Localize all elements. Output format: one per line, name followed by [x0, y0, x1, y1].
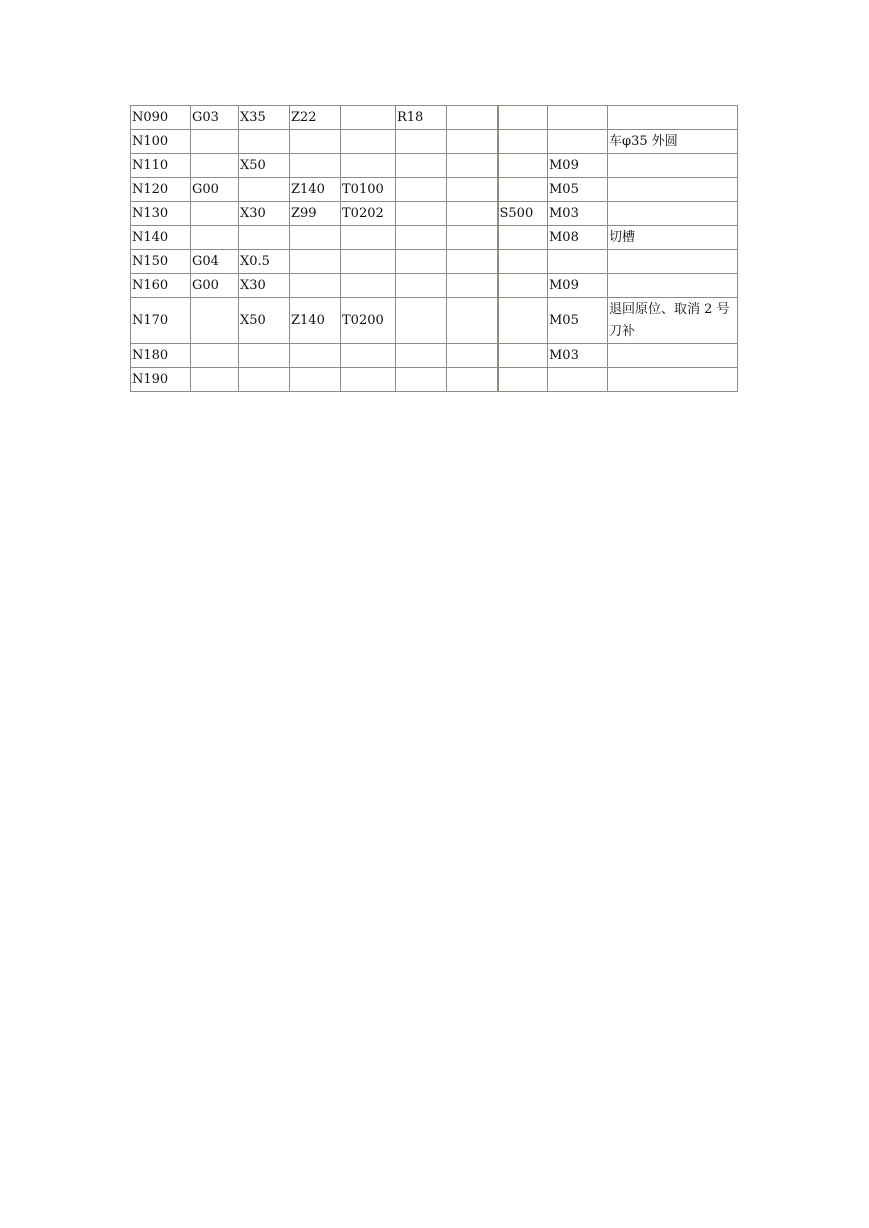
- cell-g-code: [191, 368, 239, 392]
- table-row: [131, 344, 738, 368]
- cell-t-code: T0200: [341, 298, 396, 344]
- cell-r-value: [396, 154, 447, 178]
- cell-r-value: [396, 226, 447, 250]
- cell-x-coord: X50: [239, 298, 290, 344]
- cell-z-coord: [290, 274, 341, 298]
- cell-blank: [447, 368, 498, 392]
- cell-r-value: [396, 130, 447, 154]
- cell-s-speed: [498, 250, 548, 274]
- cell-z-coord: Z140: [290, 298, 341, 344]
- cell-blank: [447, 298, 498, 344]
- cell-t-code: [341, 130, 396, 154]
- cell-m-code: M08: [548, 226, 608, 250]
- cell-r-value: [396, 298, 447, 344]
- table-body: [131, 106, 738, 392]
- cell-m-code: M09: [548, 274, 608, 298]
- cell-g-code: [191, 202, 239, 226]
- cell-r-value: [396, 368, 447, 392]
- cell-m-code: M03: [548, 344, 608, 368]
- cell-s-speed: S500: [498, 202, 548, 226]
- cell-g-code: G00: [191, 178, 239, 202]
- cell-m-code: M09: [548, 154, 608, 178]
- cell-x-coord: [239, 344, 290, 368]
- cell-block-number: N110: [131, 154, 191, 178]
- cell-z-coord: Z99: [290, 202, 341, 226]
- cell-r-value: [396, 274, 447, 298]
- table-row: [131, 368, 738, 392]
- cell-m-code: M05: [548, 178, 608, 202]
- cell-t-code: [341, 368, 396, 392]
- cell-r-value: [396, 344, 447, 368]
- cell-m-code: [548, 106, 608, 130]
- cell-block-number: N190: [131, 368, 191, 392]
- cell-r-value: [396, 178, 447, 202]
- cell-note: [608, 202, 738, 226]
- cell-note: [608, 250, 738, 274]
- cell-s-speed: [498, 368, 548, 392]
- cell-g-code: [191, 154, 239, 178]
- cell-x-coord: [239, 130, 290, 154]
- cell-t-code: [341, 226, 396, 250]
- cell-s-speed: [498, 106, 548, 130]
- cell-block-number: N120: [131, 178, 191, 202]
- cell-x-coord: X0.5: [239, 250, 290, 274]
- cell-note: 切槽: [608, 226, 738, 250]
- cell-s-speed: [498, 178, 548, 202]
- cell-z-coord: [290, 250, 341, 274]
- cell-x-coord: X30: [239, 274, 290, 298]
- cell-t-code: [341, 274, 396, 298]
- table-row: [131, 178, 738, 202]
- cell-g-code: [191, 344, 239, 368]
- cell-g-code: G04: [191, 250, 239, 274]
- cell-z-coord: [290, 226, 341, 250]
- table-row: [131, 202, 738, 226]
- cell-note: [608, 178, 738, 202]
- cell-t-code: [341, 344, 396, 368]
- cell-t-code: [341, 154, 396, 178]
- cell-g-code: G03: [191, 106, 239, 130]
- cell-blank: [447, 344, 498, 368]
- cell-m-code: [548, 250, 608, 274]
- table-row: [131, 274, 738, 298]
- cell-z-coord: Z140: [290, 178, 341, 202]
- cell-block-number: N150: [131, 250, 191, 274]
- cell-m-code: M05: [548, 298, 608, 344]
- cell-z-coord: [290, 344, 341, 368]
- cell-block-number: N140: [131, 226, 191, 250]
- cell-blank: [447, 250, 498, 274]
- cell-block-number: N130: [131, 202, 191, 226]
- cell-x-coord: X50: [239, 154, 290, 178]
- cell-x-coord: X35: [239, 106, 290, 130]
- table-row: [131, 106, 738, 130]
- cell-s-speed: [498, 274, 548, 298]
- cell-blank: [447, 106, 498, 130]
- cell-s-speed: [498, 154, 548, 178]
- cell-note: [608, 274, 738, 298]
- cell-note: [608, 368, 738, 392]
- cell-m-code: [548, 130, 608, 154]
- table-row: [131, 250, 738, 274]
- cell-blank: [447, 226, 498, 250]
- cell-t-code: T0202: [341, 202, 396, 226]
- cell-g-code: [191, 298, 239, 344]
- cell-blank: [447, 202, 498, 226]
- table-row: [131, 130, 738, 154]
- cell-m-code: M03: [548, 202, 608, 226]
- cell-x-coord: [239, 178, 290, 202]
- cell-block-number: N160: [131, 274, 191, 298]
- cell-g-code: [191, 226, 239, 250]
- cell-t-code: [341, 250, 396, 274]
- cell-x-coord: X30: [239, 202, 290, 226]
- cell-g-code: [191, 130, 239, 154]
- table-row: [131, 154, 738, 178]
- cell-x-coord: [239, 226, 290, 250]
- cell-r-value: [396, 202, 447, 226]
- cell-note: 退回原位、取消 2 号刀补: [608, 298, 738, 344]
- cell-r-value: [396, 250, 447, 274]
- cell-x-coord: [239, 368, 290, 392]
- cell-block-number: N100: [131, 130, 191, 154]
- cell-t-code: T0100: [341, 178, 396, 202]
- cell-note: [608, 154, 738, 178]
- table-row: [131, 226, 738, 250]
- cell-z-coord: [290, 368, 341, 392]
- cell-s-speed: [498, 130, 548, 154]
- cell-blank: [447, 154, 498, 178]
- cell-m-code: [548, 368, 608, 392]
- cell-s-speed: [498, 226, 548, 250]
- cell-note: 车φ35 外圆: [608, 130, 738, 154]
- cell-blank: [447, 178, 498, 202]
- cell-s-speed: [498, 344, 548, 368]
- cell-note: [608, 106, 738, 130]
- cell-block-number: N180: [131, 344, 191, 368]
- cell-r-value: R18: [396, 106, 447, 130]
- cell-note: [608, 344, 738, 368]
- cell-z-coord: [290, 130, 341, 154]
- cell-z-coord: Z22: [290, 106, 341, 130]
- cell-t-code: [341, 106, 396, 130]
- cell-g-code: G00: [191, 274, 239, 298]
- cell-blank: [447, 130, 498, 154]
- cell-block-number: N170: [131, 298, 191, 344]
- cell-block-number: N090: [131, 106, 191, 130]
- cell-s-speed: [498, 298, 548, 344]
- table-row: [131, 298, 738, 344]
- cell-z-coord: [290, 154, 341, 178]
- cell-blank: [447, 274, 498, 298]
- nc-program-table: [130, 105, 738, 392]
